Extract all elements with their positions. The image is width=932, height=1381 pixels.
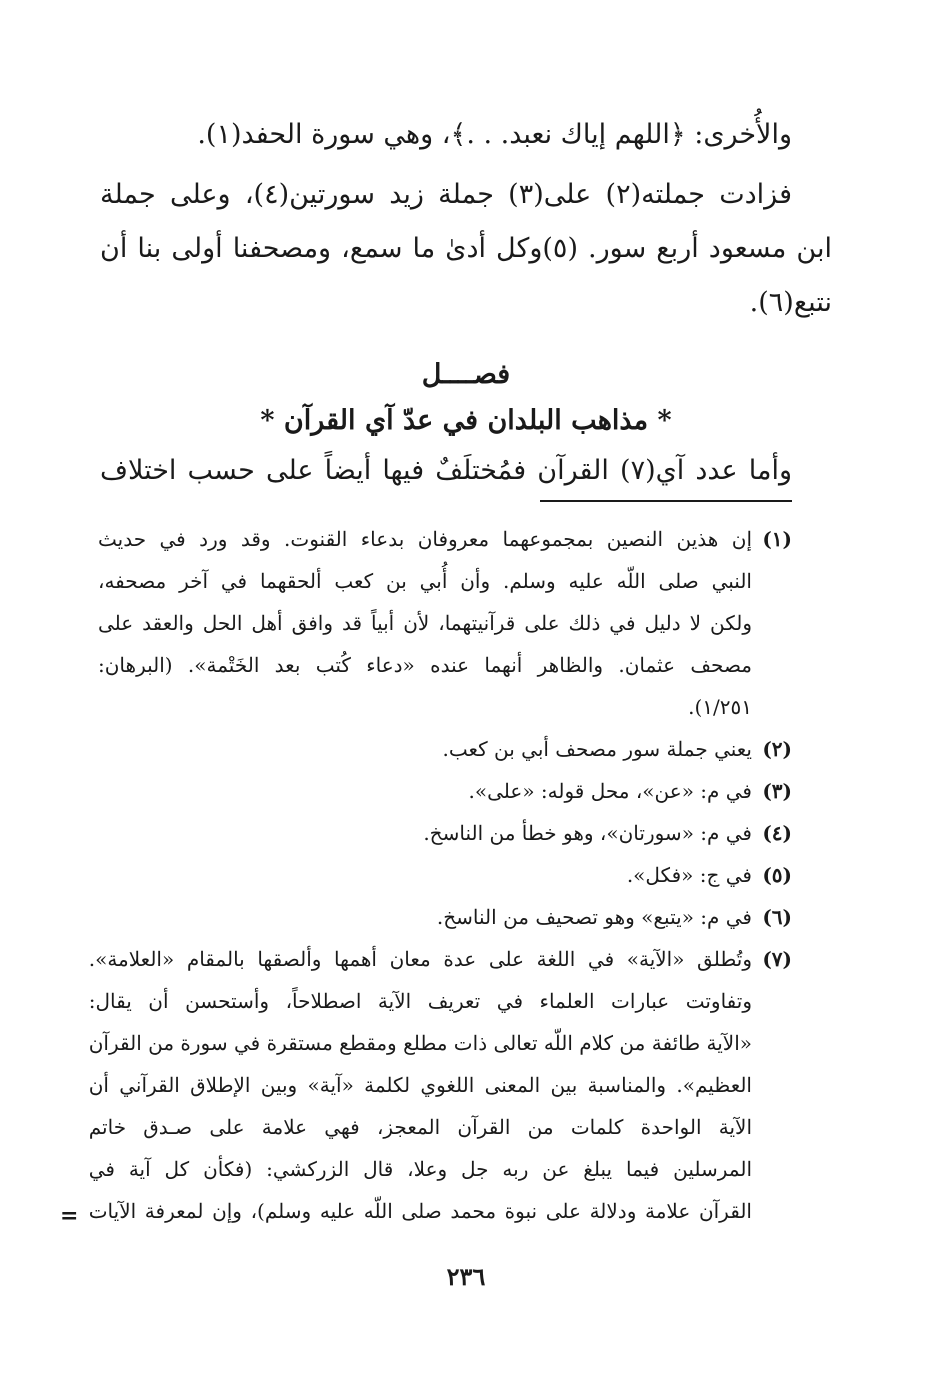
footnote-number: (٧)	[762, 947, 792, 971]
section-title: فصــــل	[421, 359, 511, 390]
footnote-number: (١)	[762, 527, 792, 551]
footnote-number: (٤)	[762, 821, 792, 845]
footnote-line: في م: «يتبع» وهو تصحيف من الناسخ.	[436, 905, 752, 929]
main-text	[100, 108, 832, 498]
footnote-line: وتفاوتت عبارات العلماء في تعريف الآية اصطلاحاً، وأستحسن أن يقال:	[88, 989, 752, 1013]
footnotes	[88, 518, 792, 1232]
footnote-5	[98, 854, 792, 896]
footnote-line: في ج: «فكل».	[626, 863, 752, 887]
footnote-line: ١/٢٥١).	[688, 695, 752, 719]
footnote-line: العظيم». والمناسبة بين المعنى اللغوي لكلمة «آية» وبين الإطلاق القرآني أن	[88, 1073, 752, 1097]
footnote-3	[98, 770, 792, 812]
footnote-4	[98, 812, 792, 854]
footnote-6	[98, 896, 792, 938]
section-subtitle: * مذاهب البلدان في عدّ آي القرآن *	[260, 405, 672, 436]
footnote-line: في م: «عن»، محل قوله: «على».	[468, 779, 752, 803]
continuation-mark: =	[60, 1203, 79, 1229]
footnote-number: (٥)	[762, 863, 792, 887]
footnote-7	[88, 938, 792, 1232]
footnote-number: (٦)	[762, 905, 792, 929]
footnote-1	[98, 518, 792, 728]
text-line: ابن مسعود أربع سور. (٥)وكل أدىٰ ما سمع، ومصحفنا أولى بنا أن	[100, 233, 832, 264]
footnote-line: مصحف عثمان. والظاهر أنهما عنده «دعاء كُتب بعد الخَتْمة». (البرهان:	[98, 653, 752, 677]
text-line: وأما عدد آي(٧) القرآن فمُختلَفٌ فيها أيضاً على حسب اختلاف	[100, 455, 792, 486]
text-line: فزادت جملته(٢) على(٣) جملة زيد سورتين(٤)، وعلى جملة	[100, 179, 792, 210]
footnote-line: النبي صلى اللّه عليه وسلم. وأن أُبي بن كعب ألحقهما في آخر مصحفه،	[98, 569, 752, 593]
footnote-number: (٣)	[762, 779, 792, 803]
footnote-line: القرآن علامة ودلالة على نبوة محمد صلى اللّه عليه وسلم)، وإن لمعرفة الآيات	[88, 1199, 752, 1223]
footnote-line: ولكن لا دليل في ذلك على قرآنيتهما، لأن أبياً قد وافق أهل الحل والعقد على	[98, 611, 752, 635]
page-number: ٢٣٦	[446, 1262, 486, 1291]
footnote-number: (٢)	[762, 737, 792, 761]
text-line: والأُخرى: ﴿اللهم إياك نعبد. . .﴾، وهي سورة الحفد(١).	[197, 119, 792, 150]
text-line: نتبع(٦).	[749, 287, 832, 318]
footnote-line: الآية الواحدة كلمات من القرآن المعجز، فهي علامة على صـدق خاتم	[88, 1115, 752, 1139]
footnote-line: وتُطلق «الآية» في اللغة على عدة معان أهمها وألصقها بالمقام «العلامة».	[88, 947, 752, 971]
footnote-line: إن هذين النصين بمجموعهما معروفان بدعاء القنوت. وقد ورد في حديث	[98, 527, 752, 551]
footnote-separator	[540, 500, 792, 502]
footnote-line: في م: «سورتان»، وهو خطأ من الناسخ.	[423, 821, 752, 845]
footnote-line: المرسلين فيما يبلغ عن ربه جل وعلا، قال الزركشي: (فكأن كل آية في	[88, 1157, 752, 1181]
footnote-line: يعني جملة سور مصحف أبي بن كعب.	[442, 737, 752, 761]
footnote-line: «الآية طائفة من كلام اللّه تعالى ذات مطلع ومقطع مستقرة في سورة من القرآن	[88, 1031, 752, 1055]
footnote-2	[98, 728, 792, 770]
